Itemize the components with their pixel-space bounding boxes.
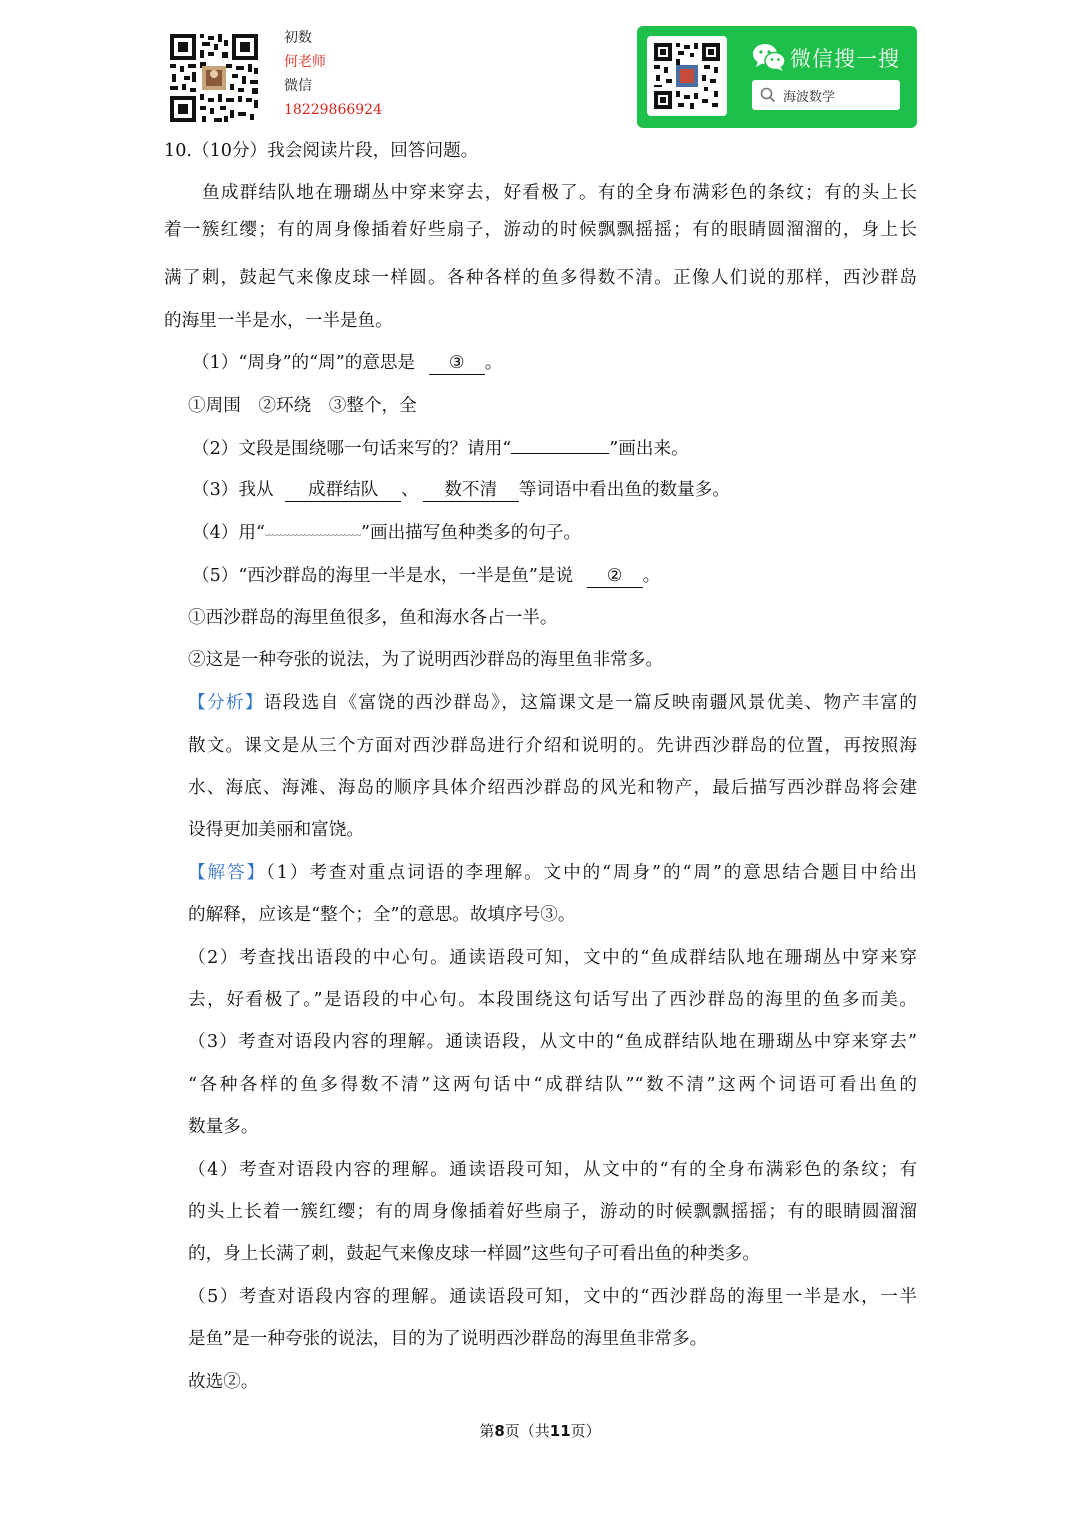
wechat-icon	[752, 42, 786, 72]
analysis-line: 水、海底、海滩、海岛的顺序具体介绍西沙群岛的风光和物产，最后描写西沙群岛将会建	[188, 778, 917, 798]
sub-question-5-option: ②这是一种夸张的说法，为了说明西沙群岛的海里鱼非常多。	[188, 650, 664, 670]
contact-line-3: 微信	[284, 78, 312, 94]
sub-question-4: （4）用“ ”画出描写鱼种类多的句子。	[192, 523, 582, 543]
solution-line: 是鱼”是一种夸张的说法，目的为了说明西沙群岛的海里鱼非常多。	[188, 1329, 708, 1349]
answer-blank: 成群结队	[285, 482, 401, 502]
contact-phone: 18229866924	[284, 102, 382, 118]
solution-line: 的解释，应该是“整个；全”的意思。故填序号③。	[188, 905, 576, 925]
sub-question-3: （3）我从 成群结队 、 数不清 等词语中看出鱼的数量多。	[192, 480, 730, 500]
page-footer: 第8页（共11页）	[479, 1422, 601, 1440]
analysis-line: 散文。课文是从三个方面对西沙群岛进行介绍和说明的。先讲西沙群岛的位置，再按照海	[188, 736, 917, 756]
solution-tag: 【解答】	[188, 863, 267, 883]
sub-question-5: （5）“西沙群岛的海里一半是水，一半是鱼”是说 ② 。	[192, 566, 661, 586]
wechat-qr-code	[647, 36, 727, 116]
wechat-search-card[interactable]	[637, 26, 917, 128]
passage-line: 满了刺，鼓起气来像皮球一样圆。各种各样的鱼多得数不清。正像人们说的那样，西沙群岛	[164, 268, 917, 288]
passage-line: 的海里一半是水，一半是鱼。	[164, 311, 393, 331]
analysis-line: 设得更加美丽和富饶。	[188, 820, 364, 840]
page-number: 8	[494, 1422, 505, 1440]
analysis-tag: 【分析】	[188, 693, 264, 713]
solution-line: 【解答】（1）考查对重点词语的李理解。文中的“周身”的“周”的意思结合题目中给出	[188, 863, 917, 883]
question-title: 10.（10分）我会阅读片段，回答问题。	[164, 141, 479, 161]
analysis-line: 【分析】语段选自《富饶的西沙群岛》，这篇课文是一篇反映南疆风景优美、物产丰富的	[188, 693, 917, 713]
solution-line: （4）考查对语段内容的理解。通读语段可知，从文中的“有的全身布满彩色的条纹；有	[188, 1160, 917, 1180]
contact-line-1: 初数	[284, 30, 312, 46]
solution-line: 数量多。	[188, 1117, 259, 1137]
wavy-underline-blank	[265, 530, 361, 538]
contact-info	[284, 26, 382, 122]
solution-line: （3）考查对语段内容的理解。通读语段，从文中的“鱼成群结队地在珊瑚丛中穿来穿去”	[188, 1032, 917, 1052]
solution-line: 的头上长着一簇红缨；有的周身像插着好些扇子，游动的时候飘飘摇摇；有的眼睛圆溜溜	[188, 1202, 917, 1222]
qr-code-left	[168, 32, 260, 124]
answer-blank: 数不清	[423, 482, 519, 502]
page-total: 11	[549, 1422, 571, 1440]
solution-line: （5）考查对语段内容的理解。通读语段可知，文中的“西沙群岛的海里一半是水，一半	[188, 1287, 917, 1307]
solution-line: 故选②。	[188, 1372, 259, 1392]
solution-line: 的，身上长满了刺，鼓起气来像皮球一样圆”这些句子可看出鱼的种类多。	[188, 1244, 760, 1264]
answer-blank: ③	[429, 355, 485, 375]
solution-line: “各种各样的鱼多得数不清”这两句话中“成群结队”“数不清”这两个词语可看出鱼的	[188, 1075, 917, 1095]
sub-question-1: （1）“周身”的“周”的意思是 ③ 。	[192, 353, 503, 373]
solution-line: （2）考查找出语段的中心句。通读语段可知，文中的“鱼成群结队地在珊瑚丛中穿来穿	[188, 948, 917, 968]
answer-blank: ②	[587, 568, 643, 588]
sub-question-5-option: ①西沙群岛的海里鱼很多，鱼和海水各占一半。	[188, 608, 558, 628]
contact-teacher-name: 何老师	[284, 54, 326, 70]
sub-question-1-options: ①周围 ②环绕 ③整个，全	[188, 396, 417, 416]
search-text: 海波数学	[783, 90, 836, 105]
wechat-search-bar[interactable]	[752, 80, 900, 110]
search-icon	[760, 87, 776, 103]
solution-line: 去，好看极了。”是语段的中心句。本段围绕这句话写出了西沙群岛的海里的鱼多而美。	[188, 990, 917, 1010]
underline-blank	[511, 440, 609, 454]
passage-line: 鱼成群结队地在珊瑚丛中穿来穿去，好看极了。有的全身布满彩色的条纹；有的头上长	[202, 183, 917, 203]
wechat-search-title: 微信搜一搜	[790, 47, 900, 71]
sub-question-2: （2）文段是围绕哪一句话来写的？请用“ ”画出来。	[192, 439, 689, 459]
passage-line: 着一簇红缨；有的周身像插着好些扇子，游动的时候飘飘摇摇；有的眼睛圆溜溜的，身上长	[164, 220, 917, 240]
